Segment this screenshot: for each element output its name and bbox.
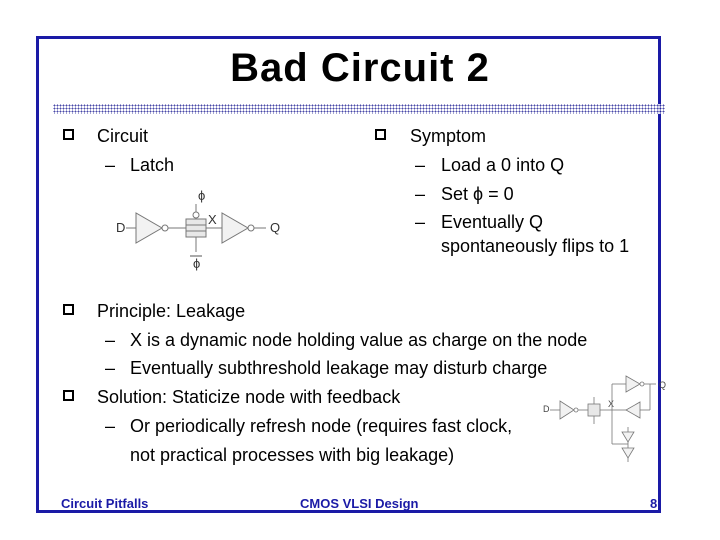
- bullet-icon: [375, 129, 386, 140]
- circuit-heading: Circuit: [97, 126, 149, 146]
- footer-center: CMOS VLSI Design: [300, 496, 419, 511]
- latch-diagram: [110, 182, 300, 272]
- symptom-item: Set ϕ = 0: [441, 184, 514, 204]
- phibar-label: ϕ: [193, 256, 201, 271]
- solution-item: Or periodically refresh node (requires fast clock,: [130, 416, 513, 436]
- dash: –: [105, 358, 116, 378]
- principle-item: Eventually subthreshold leakage may disturb charge: [130, 358, 548, 378]
- inverter-icon: [626, 376, 640, 392]
- keeper-icon: [622, 448, 634, 458]
- x-node-label: X: [608, 399, 615, 409]
- dash: –: [415, 212, 426, 232]
- x-node-label: X: [208, 212, 217, 227]
- inverter-icon: [222, 213, 248, 243]
- bullet-icon: [63, 304, 74, 315]
- bullet-icon: [63, 129, 74, 140]
- principle-item: X is a dynamic node holding value as charge on the node: [130, 330, 588, 350]
- slide-title: Bad Circuit 2: [230, 46, 490, 90]
- solution-item: not practical processes with big leakage): [130, 445, 455, 465]
- q-label: Q: [659, 380, 667, 390]
- dash: –: [415, 184, 426, 204]
- symptom-item: spontaneously flips to 1: [441, 236, 630, 256]
- dash: –: [415, 155, 426, 175]
- inverter-icon: [560, 401, 574, 419]
- staticized-latch-diagram: [540, 372, 672, 467]
- circuit-subitem: Latch: [130, 155, 175, 175]
- transmission-gate-icon: [186, 219, 206, 237]
- symptom-heading: Symptom: [410, 126, 487, 146]
- feedback-inverter-icon: [626, 402, 640, 418]
- symptom-item: Load a 0 into Q: [441, 155, 565, 175]
- transmission-gate-icon: [588, 404, 600, 416]
- dash: –: [105, 416, 116, 436]
- solution-heading: Solution: Staticize node with feedback: [97, 387, 401, 407]
- dash: –: [105, 155, 116, 175]
- principle-heading: Principle: Leakage: [97, 301, 246, 321]
- phi-label: ϕ: [198, 188, 206, 203]
- dash: –: [105, 330, 116, 350]
- d-label: D: [116, 220, 126, 235]
- inverter-icon: [136, 213, 162, 243]
- page-number: 8: [650, 496, 658, 511]
- title-divider: [53, 104, 665, 114]
- symptom-item: Eventually Q: [441, 212, 544, 232]
- inverter-bubble: [162, 225, 168, 231]
- keeper-icon: [622, 432, 634, 442]
- d-label: D: [543, 404, 550, 414]
- bullet-icon: [63, 390, 74, 401]
- footer-left: Circuit Pitfalls: [61, 496, 149, 511]
- q-label: Q: [270, 220, 281, 235]
